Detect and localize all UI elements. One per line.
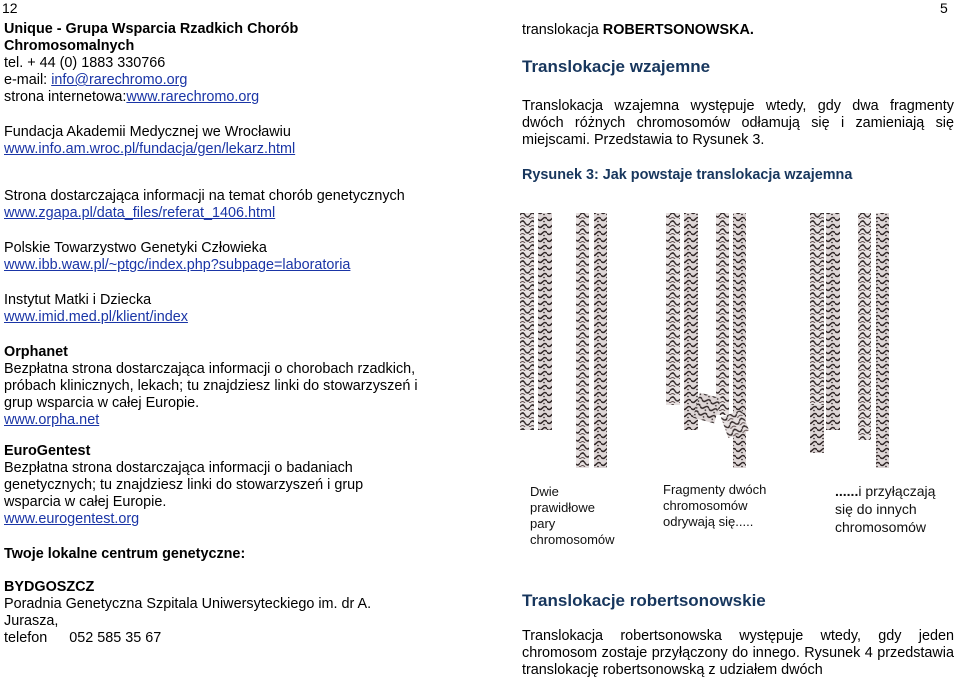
orphanet-line1: Bezpłatna strona dostarczająca informacji o chorobach rzadkich, xyxy=(4,361,416,377)
local-centre-title: Twoje lokalne centrum genetyczne: xyxy=(4,546,246,562)
ptgc-block xyxy=(4,240,350,274)
caption-3-line1 xyxy=(835,482,935,500)
eurogentest-line2: genetycznych; tu znajdziesz linki do stowarzyszeń i grup xyxy=(4,477,364,493)
para-translokacje-wzajemne: Translokacja wzajemna występuje wtedy, gdy dwa fragmenty dwóch różnych chromosomów odłamują się i zamieniają się miejscami. Przedstawia to Rysunek 3. xyxy=(522,98,954,148)
orphanet-title: Orphanet xyxy=(4,344,68,360)
chromosome-1a xyxy=(520,213,534,430)
caption-2-line3: odrywają się..... xyxy=(663,514,754,529)
chromosome-2b xyxy=(594,213,607,468)
orphanet-block xyxy=(4,344,418,429)
unique-email-link[interactable]: info@rarechromo.org xyxy=(51,72,188,88)
bydgoszcz-block xyxy=(4,579,371,647)
orphanet-line2: próbach klinicznych, lekach; tu znajdziesz linki do stowarzyszeń i xyxy=(4,378,418,394)
imid-link[interactable]: www.imid.med.pl/klient/index xyxy=(4,309,188,325)
right-top-line-bold: ROBERTSONOWSKA. xyxy=(602,22,754,38)
chromosome-6b xyxy=(876,213,889,468)
orphanet-link[interactable]: www.orpha.net xyxy=(4,412,100,428)
chromosome-3a xyxy=(666,213,680,405)
caption-1-line2: prawidłowe xyxy=(530,500,596,515)
strona-block xyxy=(4,188,405,222)
bydgoszcz-city: BYDGOSZCZ xyxy=(4,579,95,595)
unique-tel: tel. + 44 (0) 1883 330766 xyxy=(4,55,166,71)
fundacja-block xyxy=(4,124,295,158)
chromosome-3b xyxy=(684,213,698,430)
right-top-line-prefix: translokacja xyxy=(522,22,603,38)
unique-web-row xyxy=(4,89,298,106)
chromosome-4a xyxy=(716,213,729,415)
para-translokacje-robertsonowskie: Translokacja robertsonowska występuje wtedy, gdy jeden chromosom zostaje przyłączony do innego. Rysunek 4 przedstawia translokację robertsonowską z udziałem dwóch xyxy=(522,628,954,678)
bydgoszcz-phone-row xyxy=(4,630,371,647)
unique-title-line1: Unique - Grupa Wsparcia Rzadkich Chorób xyxy=(4,21,299,37)
chromosome-5b xyxy=(826,213,840,430)
figure-3-illustration xyxy=(520,195,960,480)
unique-web-label: strona internetowa: xyxy=(4,89,127,105)
unique-web-link[interactable]: www.rarechromo.org xyxy=(126,89,260,105)
right-top-line xyxy=(522,22,754,39)
eurogentest-title: EuroGentest xyxy=(4,443,91,459)
imid-block xyxy=(4,292,188,326)
caption-1 xyxy=(530,484,615,548)
unique-block xyxy=(4,21,298,106)
left-page-number: 12 xyxy=(2,0,18,16)
caption-3-line1-text: i przyłączają xyxy=(858,483,936,499)
chromosome-figure-svg xyxy=(520,195,960,480)
orphanet-line3: grup wsparcia w całej Europie. xyxy=(4,395,200,411)
caption-2-line2: chromosomów xyxy=(663,498,748,513)
bydgoszcz-phone: 052 585 35 67 xyxy=(69,630,162,646)
fundacja-link[interactable]: www.info.am.wroc.pl/fundacja/gen/lekarz.html xyxy=(4,141,296,157)
chromosome-2a xyxy=(576,213,589,468)
caption-2 xyxy=(663,482,766,530)
caption-3-line3: chromosomów xyxy=(835,519,927,535)
figure-title: Rysunek 3: Jak powstaje translokacja wzajemna xyxy=(522,167,853,183)
right-page-number: 5 xyxy=(940,0,948,16)
chromosome-6a xyxy=(858,213,871,415)
caption-1-line4: chromosomów xyxy=(530,532,615,547)
eurogentest-line1: Bezpłatna strona dostarczająca informacji o badaniach xyxy=(4,460,353,476)
heading-translokacje-wzajemne: Translokacje wzajemne xyxy=(522,57,711,76)
bydgoszcz-phone-label: telefon xyxy=(4,630,48,646)
caption-3-line2: się do innych xyxy=(835,501,917,517)
caption-2-line1: Fragmenty dwóch xyxy=(663,482,767,497)
unique-email-label: e-mail: xyxy=(4,72,52,88)
heading-translokacje-robertsonowskie: Translokacje robertsonowskie xyxy=(522,591,766,610)
eurogentest-link[interactable]: www.eurogentest.org xyxy=(4,511,140,527)
bydgoszcz-line1: Poradnia Genetyczna Szpitala Uniwersyteckiego im. dr A. xyxy=(4,596,372,612)
chromosome-5a xyxy=(810,213,824,405)
chromosome-1b xyxy=(538,213,552,430)
strona-link[interactable]: www.zgapa.pl/data_files/referat_1406.html xyxy=(4,205,276,221)
eurogentest-line3: wsparcia w całej Europie. xyxy=(4,494,167,510)
strona-name: Strona dostarczająca informacji na temat chorób genetycznych xyxy=(4,188,405,204)
bydgoszcz-line2: Jurasza, xyxy=(4,613,59,629)
ptgc-name: Polskie Towarzystwo Genetyki Człowieka xyxy=(4,240,267,256)
fundacja-name: Fundacja Akademii Medycznej we Wrocławiu xyxy=(4,124,291,140)
caption-3 xyxy=(835,482,935,536)
imid-name: Instytut Matki i Dziecka xyxy=(4,292,152,308)
caption-1-line3: pary xyxy=(530,516,556,531)
caption-3-ellipsis: ...... xyxy=(835,483,859,499)
ptgc-link[interactable]: www.ibb.waw.pl/~ptgc/index.php?subpage=laboratoria xyxy=(4,257,351,273)
caption-1-line1: Dwie xyxy=(530,484,559,499)
eurogentest-block xyxy=(4,443,363,528)
chromosome-6a-attached xyxy=(858,415,871,440)
unique-email-row xyxy=(4,72,298,89)
chromosome-5a-attached xyxy=(810,405,824,453)
unique-title-line2: Chromosomalnych xyxy=(4,38,135,54)
